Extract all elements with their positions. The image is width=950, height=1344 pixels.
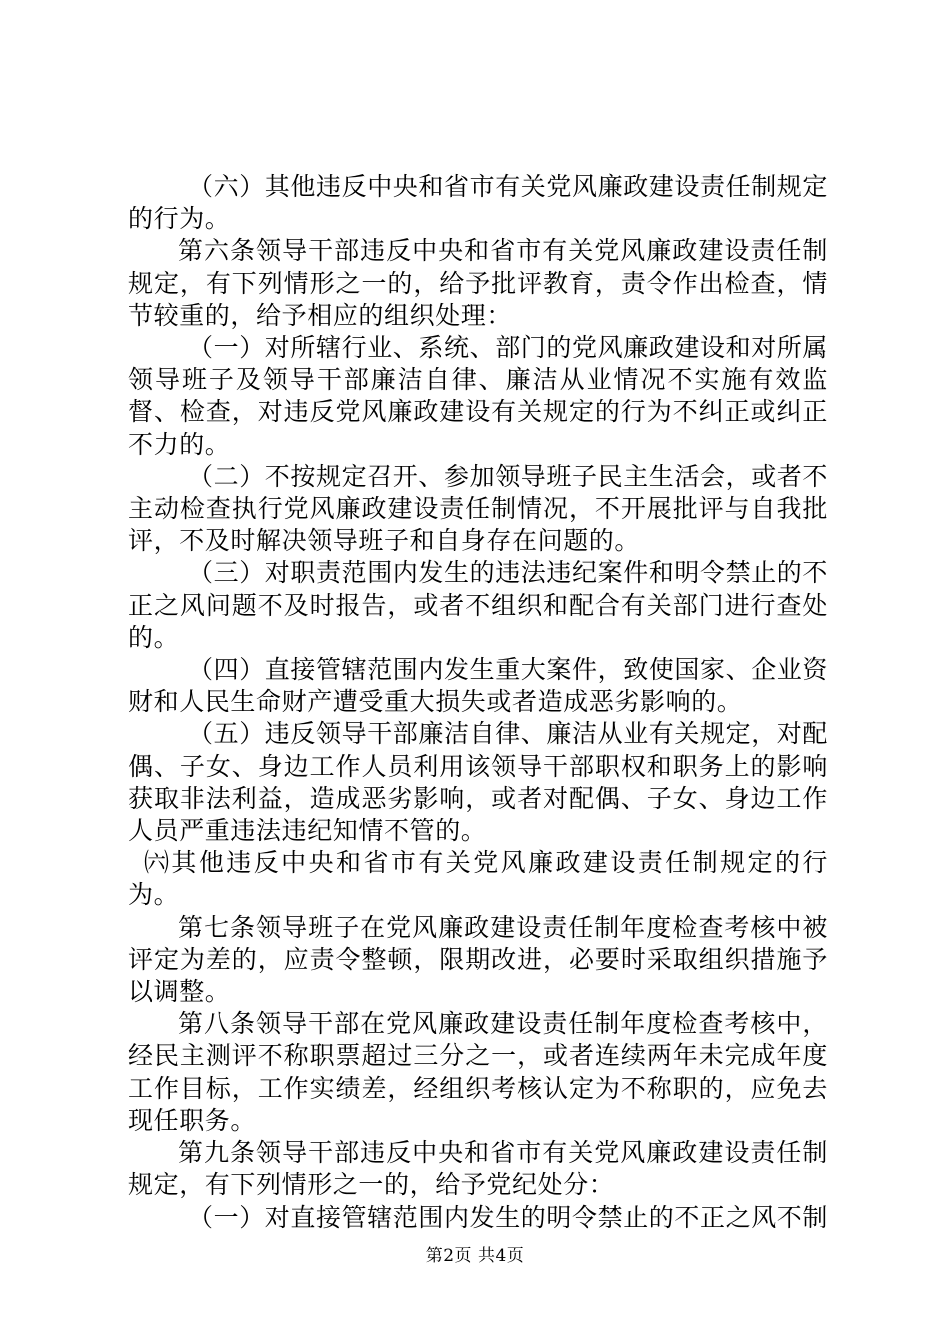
paragraph-4: （二）不按规定召开、参加领导班子民主生活会，或者不主动检查执行党风廉政建设责任制情况，不开展批评与自我批评，不及时解决领导班子和自身存在问题的。 [128,461,829,556]
paragraph-10: 第八条领导干部在党风廉政建设责任制年度检查考核中，经民主测评不称职票超过三分之一，或者连续两年未完成年度工作目标，工作实绩差，经组织考核认定为不称职的，应免去现任职务。 [128,1009,828,1135]
paragraph-11: 第九条领导干部违反中央和省市有关党风廉政建设责任制规定，有下列情形之一的，给予党纪处分： [128,1138,828,1200]
paragraph-9: 第七条领导班子在党风廉政建设责任制年度检查考核中被评定为差的，应责令整顿，限期改进，必要时采取组织措施予以调整。 [128,912,828,1007]
paragraph-5: （三）对职责范围内发生的违法违纪案件和明令禁止的不正之风问题不及时报告，或者不组织和配合有关部门进行查处的。 [128,558,829,652]
page-footer: 第2页 共4页 [425,1246,525,1266]
paragraph-7: （五）违反领导干部廉洁自律、廉洁从业有关规定，对配偶、子女、身边工作人员利用该领导干部职权和职务上的影响获取非法利益，造成恶劣影响，或者对配偶、子女、身边工作人员严重违法违纪知情不管的。 [128,719,829,846]
document-body [128,171,828,1234]
paragraph-8: ㈥其他违反中央和省市有关党风廉政建设责任制规定的行为。 [128,848,828,910]
paragraph-2: 第六条领导干部违反中央和省市有关党风廉政建设责任制规定，有下列情形之一的，给予批评教育，责令作出检查，情节较重的，给予相应的组织处理： [128,236,828,330]
paragraph-12: （一）对直接管辖范围内发生的明令禁止的不正之风不制 [188,1202,829,1232]
paragraph-3: （一）对所辖行业、系统、部门的党风廉政建设和对所属领导班子及领导干部廉洁自律、廉洁从业情况不实施有效监督、检查，对违反党风廉政建设有关规定的行为不纠正或纠正不力的。 [128,333,829,459]
paragraph-6: （四）直接管辖范围内发生重大案件，致使国家、企业资财和人民生命财产遭受重大损失或者造成恶劣影响的。 [128,655,829,717]
paragraph-1: （六）其他违反中央和省市有关党风廉政建设责任制规定的行为。 [128,172,829,234]
